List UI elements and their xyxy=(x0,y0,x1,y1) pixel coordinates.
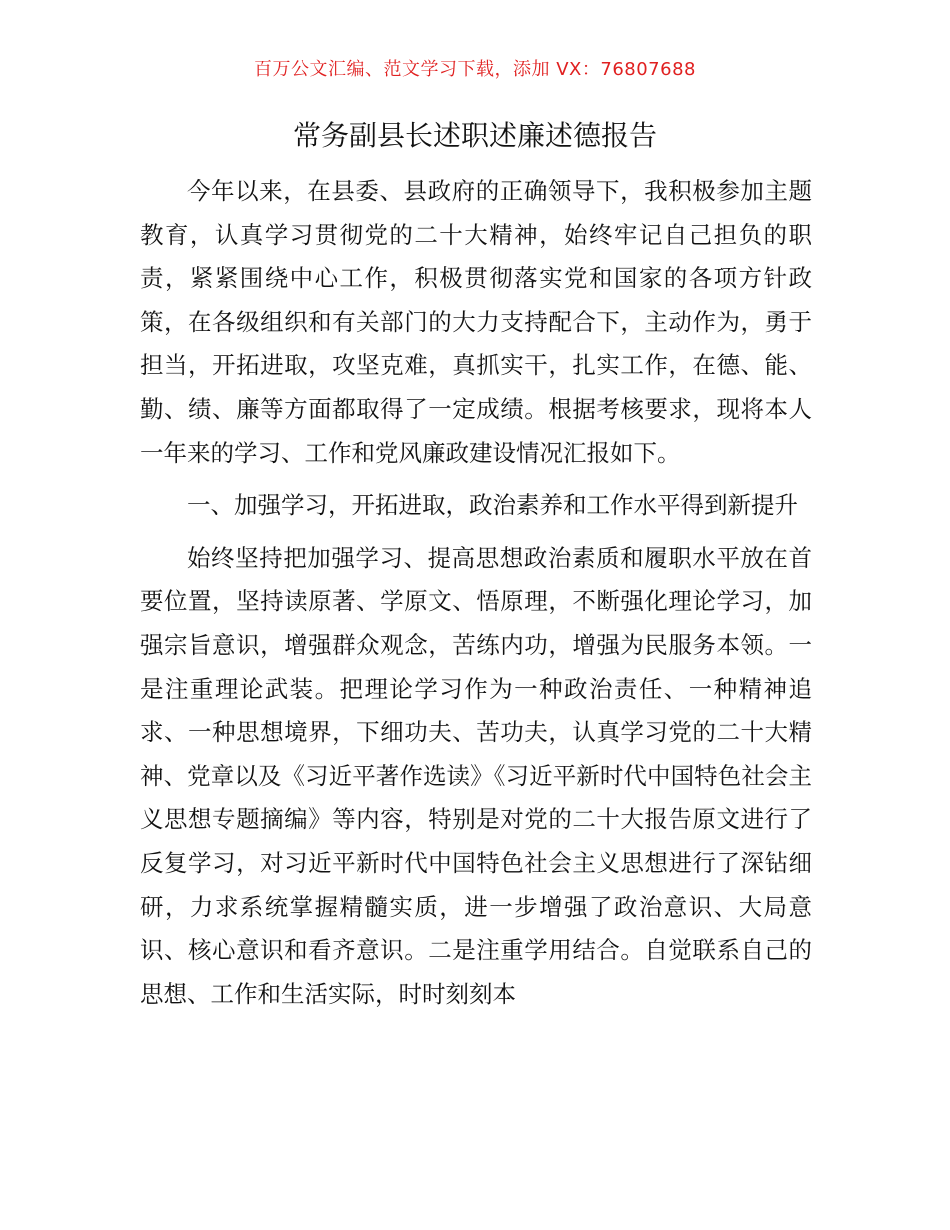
header-banner: 百万公文汇编、范文学习下载，添加 VX：76807688 xyxy=(254,59,696,80)
paragraph-intro: 今年以来，在县委、县政府的正确领导下，我积极参加主题教育，认真学习贯彻党的二十大精神，始终牢记自己担负的职责，紧紧围绕中心工作，积极贯彻落实党和国家的各项方针政策，在各级组织和有关部门的大力支持配合下，主动作为，勇于担当，开拓进取，攻坚克难，真抓实干，扎实工作，在德、能、勤、绩、廉等方面都取得了一定成绩。根据考核要求，现将本人一年来的学习、工作和党风廉政建设情况汇报如下。 xyxy=(140,177,812,467)
document-title: 常务副县长述职述廉述德报告 xyxy=(292,119,657,152)
paragraph-section-1: 始终坚持把加强学习、提高思想政治素质和履职水平放在首要位置，坚持读原著、学原文、悟原理，不断强化理论学习，加强宗旨意识，增强群众观念，苦练内功，增强为民服务本领。一是注重理论武装。把理论学习作为一种政治责任、一种精神追求、一种思想境界，下细功夫、苦功夫，认真学习党的二十大精神、党章以及《习近平著作选读》《习近平新时代中国特色社会主义思想专题摘编》等内容，特别是对党的二十大报告原文进行了反复学习，对习近平新时代中国特色社会主义思想进行了深钻细研，力求系统掌握精髓实质，进一步增强了政治意识、大局意识、核心意识和看齐意识。二是注重学用结合。自觉联系自己的思想、工作和生活实际，时时刻刻本 xyxy=(140,543,812,1008)
document-body xyxy=(140,170,812,1016)
section-heading-1: 一、加强学习，开拓进取，政治素养和工作水平得到新提升 xyxy=(187,491,798,520)
